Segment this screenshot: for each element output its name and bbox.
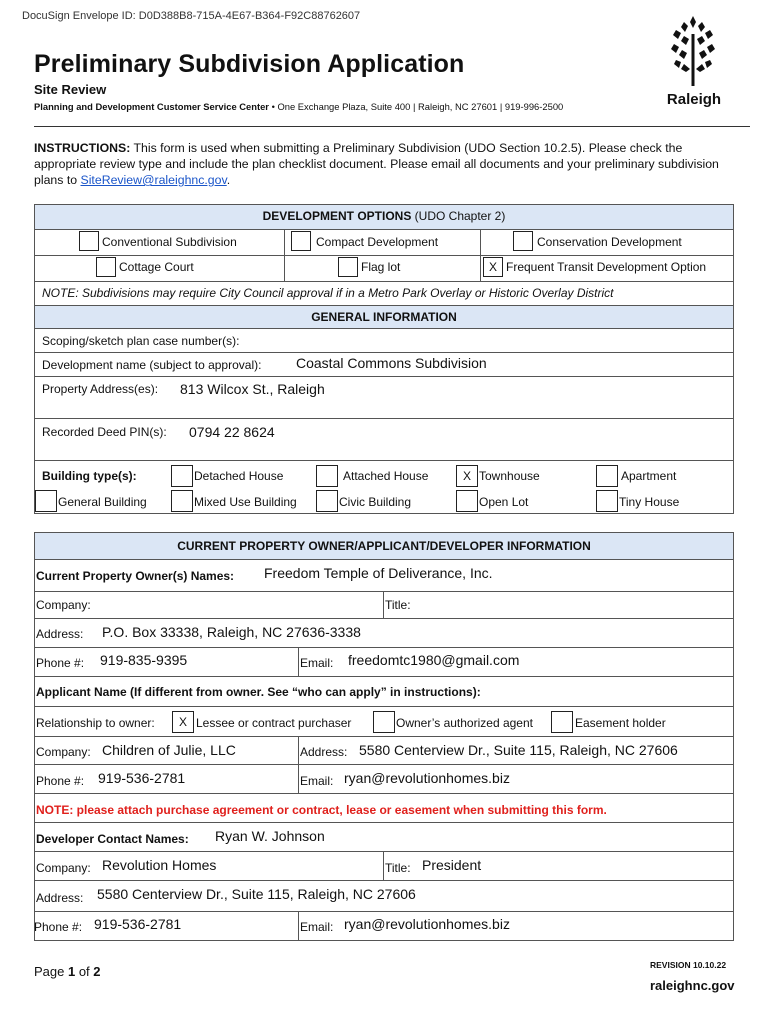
owner-address-value[interactable]: P.O. Box 33338, Raleigh, NC 27636-3338 [102,624,361,640]
developer-title-divider [383,851,384,881]
footer-url[interactable]: raleighnc.gov [650,978,735,993]
scoping-label: Scoping/sketch plan case number(s): [42,334,240,348]
property-address-label: Property Address(es): [42,382,159,396]
developer-email-label: Email: [300,920,334,934]
contact-details: • One Exchange Plaza, Suite 400 | Raleigh, NC 27601 | 919-996-2500 [268,101,564,112]
applicant-note: NOTE: please attach purchase agreement or contract, lease or easement when submitting this form. [36,803,607,817]
general-building-checkbox[interactable] [35,490,57,512]
owner-company-label: Company: [36,598,91,612]
developer-title-value[interactable]: President [422,857,482,873]
applicant-address-value[interactable]: 5580 Centerview Dr., Suite 115, Raleigh, NC 27606 [359,742,678,758]
developer-phone-label: Phone #: [34,920,83,934]
attached-house-checkbox[interactable] [316,465,338,487]
building-types-label: Building type(s): [42,469,137,483]
applicant-address-label: Address: [300,745,348,759]
page-of: of [75,964,94,979]
owner-email-label: Email: [300,656,334,670]
instructions-label: INSTRUCTIONS: [34,141,131,155]
dev-options-header [34,204,734,230]
authorized-agent-checkbox[interactable] [373,711,395,733]
applicant-company-value[interactable]: Children of Julie, LLC [102,742,236,758]
apartment-checkbox[interactable] [596,465,618,487]
logo-text: Raleigh [666,91,722,108]
dev-options-title: DEVELOPMENT OPTIONS [262,209,412,223]
owner-email-value[interactable]: freedomtc1980@gmail.com [348,652,520,668]
developer-phone-value[interactable]: 919-536-2781 [94,916,182,932]
property-address-value[interactable]: 813 Wilcox St., Raleigh [180,381,325,397]
mixed-use-building-checkbox[interactable] [171,490,193,512]
civic-building-label: Civic Building [339,495,412,509]
page-title: Preliminary Subdivision Application [34,50,465,78]
developer-email-divider [298,911,299,941]
owner-phone-value[interactable]: 919-835-9395 [100,652,188,668]
developer-email-value[interactable]: ryan@revolutionhomes.biz [344,916,510,932]
applicant-email-label: Email: [300,774,334,788]
contact-line [34,101,563,112]
developer-names-value[interactable]: Ryan W. Johnson [215,828,325,844]
general-building-label: General Building [58,495,147,509]
devname-value[interactable]: Coastal Commons Subdivision [296,355,487,371]
townhouse-checkbox[interactable]: X [456,465,478,487]
raleigh-logo [652,14,736,114]
attached-house-label: Attached House [343,469,429,483]
developer-address-label: Address: [36,891,84,905]
conventional-subdivision-checkbox[interactable] [79,231,99,251]
envelope-id: DocuSign Envelope ID: D0D388B8-715A-4E67-B364-F92C88762607 [22,10,361,22]
compact-development-label: Compact Development [316,235,439,249]
detached-house-label: Detached House [194,469,284,483]
owner-title-divider [383,591,384,619]
authorized-agent-label: Owner’s authorized agent [396,716,533,730]
devname-label: Development name (subject to approval): [42,358,262,372]
page-prefix: Page [34,964,68,979]
page-current: 1 [67,964,76,979]
owner-email-divider [298,647,299,677]
cottage-court-label: Cottage Court [119,260,194,274]
site-review-email-link[interactable]: SiteReview@raleighnc.gov [80,173,227,187]
developer-company-value[interactable]: Revolution Homes [102,857,217,873]
conventional-subdivision-label: Conventional Subdivision [102,235,237,249]
oak-tree-icon [664,14,724,86]
frequent-transit-label: Frequent Transit Development Option [506,260,707,274]
open-lot-label: Open Lot [479,495,529,509]
page-subtitle: Site Review [34,82,107,97]
developer-address-value[interactable]: 5580 Centerview Dr., Suite 115, Raleigh, NC 27606 [97,886,416,902]
owner-names-label: Current Property Owner(s) Names: [36,569,235,583]
page-number [34,964,101,979]
pin-label: Recorded Deed PIN(s): [42,425,167,439]
owner-phone-label: Phone #: [36,656,85,670]
easement-holder-label: Easement holder [575,716,666,730]
instructions [34,140,739,188]
open-lot-checkbox[interactable] [456,490,478,512]
instructions-text: This form is used when submitting a Preliminary Subdivision (UDO Section 10.2.5). Please check the appropriate review type and include the plan checklist document. Please email all documents and your preliminary subdivision plans to [34,141,719,187]
owner-info-header: CURRENT PROPERTY OWNER/APPLICANT/DEVELOPER INFORMATION [34,532,734,560]
applicant-phone-value[interactable]: 919-536-2781 [98,770,186,786]
owner-address-label: Address: [36,627,84,641]
applicant-phone-label: Phone #: [36,774,85,788]
civic-building-checkbox[interactable] [316,490,338,512]
owner-names-value[interactable]: Freedom Temple of Deliverance, Inc. [264,565,493,581]
lessee-checkbox[interactable]: X [172,711,194,733]
lessee-label: Lessee or contract purchaser [196,716,352,730]
developer-company-label: Company: [36,861,91,875]
compact-development-checkbox[interactable] [291,231,311,251]
owner-company-row [34,591,734,619]
relationship-label: Relationship to owner: [36,716,155,730]
header-divider [34,126,750,127]
applicant-name-label: Applicant Name (If different from owner. See “who can apply” in instructions): [36,685,481,699]
page-total: 2 [93,964,101,979]
dev-options-subtitle: (UDO Chapter 2) [411,209,506,223]
applicant-email-value[interactable]: ryan@revolutionhomes.biz [344,770,510,786]
instructions-end: . [226,173,231,187]
mixed-use-building-label: Mixed Use Building [194,495,297,509]
conservation-development-checkbox[interactable] [513,231,533,251]
apartment-label: Apartment [621,469,677,483]
detached-house-checkbox[interactable] [171,465,193,487]
applicant-company-label: Company: [36,745,91,759]
tiny-house-checkbox[interactable] [596,490,618,512]
revision-label: REVISION 10.10.22 [650,960,727,970]
easement-holder-checkbox[interactable] [551,711,573,733]
tiny-house-label: Tiny House [619,495,680,509]
flag-lot-label: Flag lot [361,260,401,274]
pin-value[interactable]: 0794 22 8624 [189,424,275,440]
developer-names-label: Developer Contact Names: [36,832,189,846]
conservation-development-label: Conservation Development [537,235,682,249]
dev-options-note: NOTE: Subdivisions may require City Council approval if in a Metro Park Overlay or Historic Overlay District [42,286,614,300]
contact-center: Planning and Development Customer Service Center [34,101,269,112]
owner-title-label: Title: [385,598,411,612]
townhouse-label: Townhouse [479,469,540,483]
cottage-court-checkbox[interactable] [96,257,116,277]
general-info-header: GENERAL INFORMATION [34,305,734,329]
flag-lot-checkbox[interactable] [338,257,358,277]
frequent-transit-checkbox[interactable]: X [483,257,503,277]
developer-title-label: Title: [385,861,411,875]
